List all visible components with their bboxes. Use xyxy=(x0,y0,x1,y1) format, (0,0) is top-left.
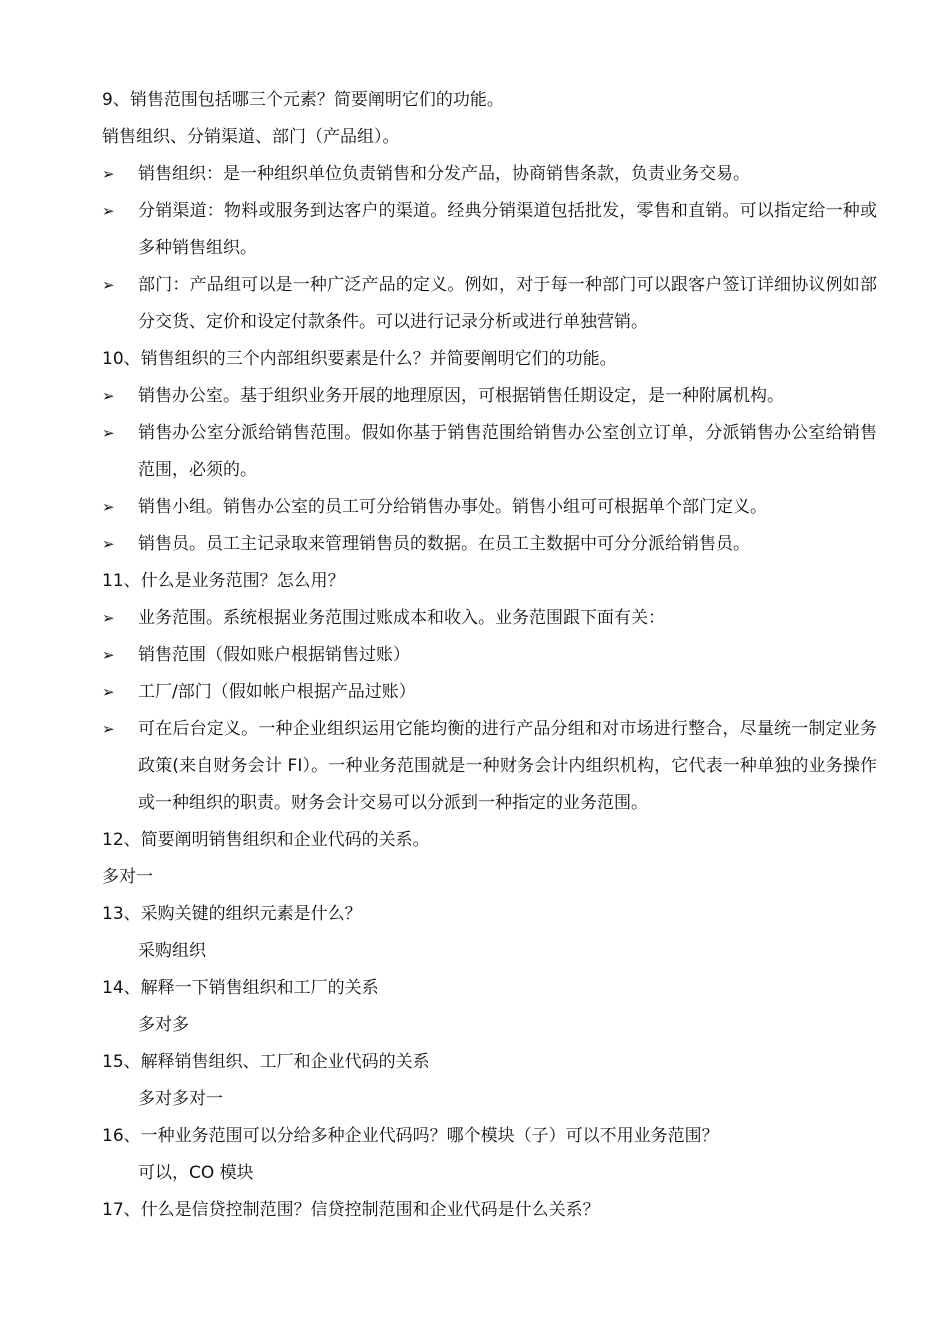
bullet-text: 部门：产品组可以是一种广泛产品的定义。例如，对于每一种部门可以跟客户签订详细协议例如部分交货、定价和设定付款条件。可以进行记录分析或进行单独营销。 xyxy=(138,275,877,332)
bullet-text: 可在后台定义。一种企业组织运用它能均衡的进行产品分组和对市场进行整合，尽量统一制定业务政策(来自财务会计 FI）。一种业务范围就是一种财务会计内组织机构，它代表一种单独的业务操作或一种组织的职责。财务会计交易可以分派到一种指定的业务范围。 xyxy=(138,719,877,813)
bullet-item xyxy=(102,526,877,563)
arrow-bullet-icon: ➢ xyxy=(102,424,115,442)
question-heading: 14、解释一下销售组织和工厂的关系 xyxy=(102,978,379,998)
question-heading: 17、什么是信贷控制范围？信贷控制范围和企业代码是什么关系？ xyxy=(102,1200,600,1220)
bullet-text: 分销渠道：物料或服务到达客户的渠道。经典分销渠道包括批发，零售和直销。可以指定给一种或多种销售组织。 xyxy=(138,201,877,258)
bullet-text: 销售员。员工主记录取来管理销售员的数据。在员工主数据中可分分派给销售员。 xyxy=(138,534,750,554)
arrow-bullet-icon: ➢ xyxy=(102,202,115,220)
paragraph-text: 多对一 xyxy=(102,867,153,887)
bullet-text: 销售办公室。基于组织业务开展的地理原因，可根据销售任期设定，是一种附属机构。 xyxy=(138,386,784,406)
bullet-text: 业务范围。系统根据业务范围过账成本和收入。业务范围跟下面有关： xyxy=(138,608,665,628)
arrow-bullet-icon: ➢ xyxy=(102,387,115,405)
question-heading: 15、解释销售组织、工厂和企业代码的关系 xyxy=(102,1052,430,1072)
question-heading: 16、一种业务范围可以分给多种企业代码吗？哪个模块（子）可以不用业务范围？ xyxy=(102,1126,719,1146)
arrow-bullet-icon: ➢ xyxy=(102,609,115,627)
bullet-text: 销售办公室分派给销售范围。假如你基于销售范围给销售办公室创立订单，分派销售办公室给销售范围，必须的。 xyxy=(138,423,877,480)
arrow-bullet-icon: ➢ xyxy=(102,683,115,701)
question-heading: 10、销售组织的三个内部组织要素是什么？并简要阐明它们的功能。 xyxy=(102,349,617,369)
bullet-item xyxy=(102,600,877,637)
document-body xyxy=(102,82,877,1229)
bullet-item xyxy=(102,637,877,674)
bullet-item xyxy=(102,674,877,711)
answer-text: 可以，CO 模块 xyxy=(138,1163,254,1183)
arrow-bullet-icon: ➢ xyxy=(102,498,115,516)
question-heading: 9、销售范围包括哪三个元素？简要阐明它们的功能。 xyxy=(102,90,504,110)
bullet-item xyxy=(102,378,877,415)
answer-text: 采购组织 xyxy=(138,941,206,961)
question-heading: 13、采购关键的组织元素是什么？ xyxy=(102,904,362,924)
bullet-item xyxy=(102,267,877,341)
bullet-item xyxy=(102,415,877,489)
answer-text: 多对多 xyxy=(138,1015,189,1035)
bullet-item xyxy=(102,711,877,822)
arrow-bullet-icon: ➢ xyxy=(102,165,115,183)
bullet-item xyxy=(102,489,877,526)
bullet-text: 销售范围（假如账户根据销售过账） xyxy=(138,645,410,665)
bullet-item xyxy=(102,156,877,193)
question-heading: 11、什么是业务范围？怎么用？ xyxy=(102,571,345,591)
bullet-text: 工厂/部门（假如帐户根据产品过账） xyxy=(138,682,416,702)
arrow-bullet-icon: ➢ xyxy=(102,535,115,553)
arrow-bullet-icon: ➢ xyxy=(102,276,115,294)
arrow-bullet-icon: ➢ xyxy=(102,720,115,738)
answer-text: 多对多对一 xyxy=(138,1089,223,1109)
paragraph-text: 销售组织、分销渠道、部门（产品组）。 xyxy=(102,127,400,147)
bullet-text: 销售小组。销售办公室的员工可分给销售办事处。销售小组可可根据单个部门定义。 xyxy=(138,497,767,517)
arrow-bullet-icon: ➢ xyxy=(102,646,115,664)
bullet-text: 销售组织：是一种组织单位负责销售和分发产品，协商销售条款，负责业务交易。 xyxy=(138,164,750,184)
bullet-item xyxy=(102,193,877,267)
question-heading: 12、简要阐明销售组织和企业代码的关系。 xyxy=(102,830,430,850)
